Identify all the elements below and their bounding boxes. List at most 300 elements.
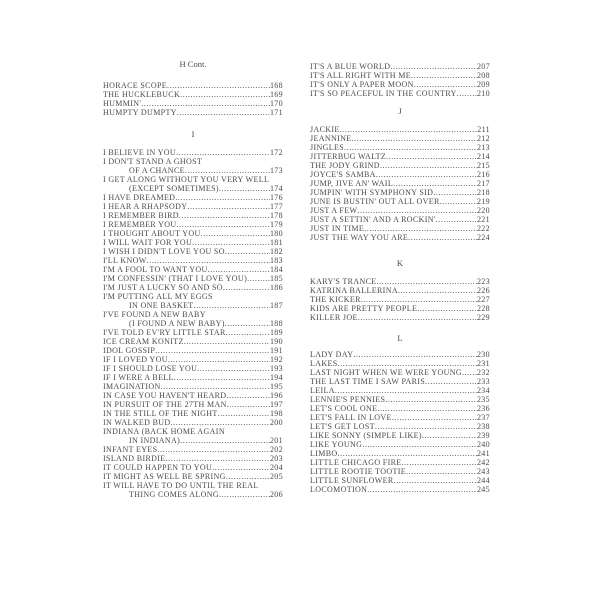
index-entry: [310, 377, 490, 386]
dot-leader: [386, 152, 477, 161]
entry-title: JUNE IS BUSTIN' OUT ALL OVER: [310, 197, 440, 206]
dot-leader: [219, 184, 270, 193]
entry-title: LITTLE SUNFLOWER: [310, 476, 394, 485]
entry-title: LIKE YOUNG: [310, 440, 363, 449]
dot-leader: [414, 80, 477, 89]
entry-page: 198: [269, 409, 283, 418]
entry-title-continued: (I FOUND A NEW BABY): [129, 319, 225, 328]
entry-page: 241: [476, 449, 490, 458]
index-entry: [103, 211, 283, 220]
dot-leader: [376, 170, 477, 179]
entry-title: IT COULD HAPPEN TO YOU: [103, 463, 213, 472]
index-list: [103, 148, 283, 499]
entry-title: JOYCE'S SAMBA: [310, 170, 376, 179]
dot-leader: [161, 382, 270, 391]
entry-page: 232: [476, 368, 490, 377]
entry-title: IT'S ALL RIGHT WITH ME: [310, 71, 411, 80]
index-entry: [103, 454, 283, 463]
entry-page: 183: [269, 256, 283, 265]
entry-page: 185: [269, 274, 283, 283]
dot-leader: [192, 238, 270, 247]
index-list: [310, 125, 490, 242]
entry-title: JUMP, JIVE AN' WAIL: [310, 179, 394, 188]
dot-leader: [462, 368, 477, 377]
entry-page: 184: [269, 265, 283, 274]
entry-page: 193: [269, 364, 283, 373]
entry-page: 197: [269, 400, 283, 409]
entry-title: I'LL KNOW: [103, 256, 147, 265]
entry-title: LET'S GET LOST: [310, 422, 375, 431]
index-entry: [310, 80, 490, 89]
entry-title-continued: OF A CHANCE: [129, 166, 185, 175]
dot-leader: [377, 404, 477, 413]
entry-page: 201: [269, 436, 283, 445]
entry-page: 178: [269, 211, 283, 220]
entry-title: I BELIEVE IN YOU: [103, 148, 177, 157]
index-entry: [310, 134, 490, 143]
dot-leader: [194, 301, 270, 310]
index-entry: [103, 256, 283, 265]
index-entry: [103, 220, 283, 229]
entry-title: I'VE FOUND A NEW BABY: [103, 310, 206, 319]
index-entry: [310, 277, 490, 286]
entry-page: 206: [269, 490, 283, 499]
entry-page: 217: [476, 179, 490, 188]
dot-leader: [168, 355, 270, 364]
entry-title: THE HUCKLEBUCK: [103, 90, 181, 99]
dot-leader: [417, 304, 477, 313]
entry-title: ISLAND BIRDIE: [103, 454, 166, 463]
entry-page: 208: [476, 71, 490, 80]
index-entry: [310, 404, 490, 413]
index-entry: [310, 286, 490, 295]
entry-page: 234: [476, 386, 490, 395]
entry-title: LET'S FALL IN LOVE: [310, 413, 392, 422]
index-entry: [103, 90, 283, 99]
entry-page: 170: [269, 99, 283, 108]
entry-page: 212: [476, 134, 490, 143]
dot-leader: [398, 286, 477, 295]
entry-page: 174: [269, 184, 283, 193]
entry-page: 230: [476, 350, 490, 359]
entry-page: 229: [476, 313, 490, 322]
dot-leader: [406, 467, 477, 476]
dot-leader: [223, 283, 270, 292]
entry-title: IMAGINATION: [103, 382, 161, 391]
dot-leader: [380, 161, 477, 170]
entry-page: 181: [269, 238, 283, 247]
entry-title: IT'S A BLUE WORLD: [310, 62, 391, 71]
index-entry: [310, 170, 490, 179]
dot-leader: [357, 206, 477, 215]
dot-leader: [177, 108, 270, 117]
index-entry: [310, 304, 490, 313]
entry-page: 242: [476, 458, 490, 467]
index-entry-line: [103, 175, 283, 184]
entry-page: 177: [269, 202, 283, 211]
index-entry: [310, 413, 490, 422]
entry-title-continued: (EXCEPT SOMETIMES): [129, 184, 219, 193]
entry-title: LAST NIGHT WHEN WE WERE YOUNG: [310, 368, 462, 377]
entry-page: 171: [269, 108, 283, 117]
section-heading: J: [398, 106, 402, 116]
entry-title: INDIANA (BACK HOME AGAIN: [103, 427, 225, 436]
index-entry: [103, 373, 283, 382]
entry-page: 205: [269, 472, 283, 481]
index-entry: [103, 445, 283, 454]
index-entry: [103, 238, 283, 247]
dot-leader: [394, 476, 477, 485]
dot-leader: [390, 62, 477, 71]
dot-leader: [226, 328, 270, 337]
entry-title: I REMEMBER YOU: [103, 220, 177, 229]
entry-title: THE KICKER: [310, 295, 361, 304]
index-entry: [103, 283, 283, 292]
entry-title: IT MIGHT AS WELL BE SPRING: [103, 472, 226, 481]
entry-page: 231: [476, 359, 490, 368]
entry-title-continued: IN ONE BASKET: [129, 301, 194, 310]
entry-page: 195: [269, 382, 283, 391]
dot-leader: [362, 440, 477, 449]
entry-title: I WISH I DIDN'T LOVE YOU SO: [103, 247, 225, 256]
index-entry: [103, 193, 283, 202]
index-entry: [103, 355, 283, 364]
entry-title: LET'S COOL ONE: [310, 404, 378, 413]
entry-title: JUMPIN' WITH SYMPHONY SID: [310, 188, 434, 197]
index-entry: [310, 179, 490, 188]
entry-title: IT WILL HAVE TO DO UNTIL THE REAL: [103, 481, 259, 490]
index-entry: [103, 409, 283, 418]
entry-title: LIMBO: [310, 449, 338, 458]
index-entry: [310, 233, 490, 242]
dot-leader: [166, 454, 270, 463]
index-entry-line: [103, 310, 283, 319]
entry-title-continued: IN INDIANA): [129, 436, 181, 445]
entry-title: IN WALKED BUD: [103, 418, 171, 427]
entry-page: 239: [476, 431, 490, 440]
entry-page: 219: [476, 197, 490, 206]
entry-title: LEILA: [310, 386, 335, 395]
entry-page: 168: [269, 81, 283, 90]
dot-leader: [375, 422, 477, 431]
entry-title: LOCOMOTION: [310, 485, 368, 494]
entry-title: ICE CREAM KONITZ: [103, 337, 184, 346]
entry-page: 235: [476, 395, 490, 404]
index-entry: [103, 472, 283, 481]
index-entry: [310, 215, 490, 224]
entry-page: 209: [476, 80, 490, 89]
entry-page: 222: [476, 224, 490, 233]
entry-page: 173: [269, 166, 283, 175]
entry-title: THE LAST TIME I SAW PARIS: [310, 377, 426, 386]
index-entry: [310, 161, 490, 170]
dot-leader: [201, 229, 270, 238]
index-entry: [310, 125, 490, 134]
index-entry: [310, 359, 490, 368]
entry-title: I'M CONFESSIN' (THAT I LOVE YOU): [103, 274, 248, 283]
entry-title: JUST IN TIME: [310, 224, 365, 233]
index-entry: [310, 422, 490, 431]
index-entry: [310, 71, 490, 80]
entry-page: 245: [476, 485, 490, 494]
entry-page: 187: [269, 301, 283, 310]
index-entry-line: [103, 292, 283, 301]
dot-leader: [225, 247, 270, 256]
index-entry: [310, 197, 490, 206]
entry-page: 227: [476, 295, 490, 304]
dot-leader: [344, 143, 477, 152]
dot-leader: [367, 485, 477, 494]
dot-leader: [377, 277, 477, 286]
entry-page: 236: [476, 404, 490, 413]
entry-title: LENNIE'S PENNIES: [310, 395, 386, 404]
entry-page: 182: [269, 247, 283, 256]
entry-title: KILLER JOE: [310, 313, 358, 322]
dot-leader: [155, 346, 270, 355]
index-entry: [310, 431, 490, 440]
entry-page: 207: [476, 62, 490, 71]
dot-leader: [176, 148, 270, 157]
dot-leader: [141, 99, 270, 108]
entry-title: IF I LOVED YOU: [103, 355, 168, 364]
index-entry: [310, 152, 490, 161]
entry-page: 176: [269, 193, 283, 202]
dot-leader: [338, 359, 477, 368]
index-entry: [103, 265, 283, 274]
dot-leader: [180, 90, 270, 99]
index-list: [310, 277, 490, 322]
dot-leader: [353, 350, 477, 359]
entry-page: 169: [269, 90, 283, 99]
dot-leader: [225, 319, 270, 328]
index-entry: [310, 467, 490, 476]
index-entry-line: [103, 157, 283, 166]
entry-title-continued: THING COMES ALONG: [129, 490, 219, 499]
index-entry: [103, 319, 283, 328]
index-entry: [310, 62, 490, 71]
entry-title: I WILL WAIT FOR YOU: [103, 238, 193, 247]
entry-page: 211: [477, 125, 490, 134]
index-entry: [103, 337, 283, 346]
entry-page: 172: [269, 148, 283, 157]
index-entry: [103, 148, 283, 157]
dot-leader: [227, 400, 270, 409]
entry-page: 216: [476, 170, 490, 179]
entry-page: 202: [269, 445, 283, 454]
index-entry: [103, 274, 283, 283]
index-entry: [103, 184, 283, 193]
index-entry: [103, 346, 283, 355]
dot-leader: [179, 211, 270, 220]
entry-title: I HEAR A RHAPSODY: [103, 202, 188, 211]
index-list: [103, 81, 283, 117]
index-entry: [103, 99, 283, 108]
entry-page: 226: [476, 286, 490, 295]
dot-leader: [392, 413, 477, 422]
entry-title: IN PURSUIT OF THE 27TH MAN: [103, 400, 227, 409]
index-entry: [310, 143, 490, 152]
entry-title: JACKIE: [310, 125, 340, 134]
dot-leader: [184, 337, 270, 346]
entry-title: I HAVE DREAMED: [103, 193, 176, 202]
dot-leader: [197, 364, 270, 373]
entry-title: IF I WERE A BELL: [103, 373, 174, 382]
dot-leader: [212, 463, 270, 472]
entry-title: LITTLE ROOTIE TOOTIE: [310, 467, 407, 476]
entry-page: 186: [269, 283, 283, 292]
index-entry: [103, 436, 283, 445]
entry-page: 191: [269, 346, 283, 355]
index-entry: [310, 476, 490, 485]
index-entry: [103, 463, 283, 472]
entry-title: I THOUGHT ABOUT YOU: [103, 229, 201, 238]
index-entry: [103, 364, 283, 373]
dot-leader: [422, 431, 477, 440]
dot-leader: [358, 313, 477, 322]
entry-title: HORACE SCOPE: [103, 81, 167, 90]
dot-leader: [177, 220, 270, 229]
entry-title: JUST THE WAY YOU ARE: [310, 233, 409, 242]
entry-title: I'M JUST A LUCKY SO AND SO: [103, 283, 223, 292]
dot-leader: [408, 233, 477, 242]
entry-title: THE JODY GRIND: [310, 161, 380, 170]
dot-leader: [335, 386, 477, 395]
entry-page: 180: [269, 229, 283, 238]
dot-leader: [187, 202, 270, 211]
entry-page: 188: [269, 319, 283, 328]
index-entry: [310, 89, 490, 98]
entry-title: IN THE STILL OF THE NIGHT: [103, 409, 218, 418]
entry-title: INFANT EYES: [103, 445, 158, 454]
dot-leader: [226, 391, 270, 400]
dot-leader: [361, 295, 477, 304]
entry-title: IT'S SO PEACEFUL IN THE COUNTRY: [310, 89, 457, 98]
dot-leader: [433, 188, 477, 197]
entry-page: 238: [476, 422, 490, 431]
index-entry: [103, 301, 283, 310]
section-heading: H Cont.: [179, 59, 207, 69]
dot-leader: [385, 395, 477, 404]
index-entry: [310, 350, 490, 359]
entry-page: 244: [476, 476, 490, 485]
dot-leader: [436, 215, 477, 224]
entry-page: 204: [269, 463, 283, 472]
entry-page: 223: [476, 277, 490, 286]
dot-leader: [364, 224, 477, 233]
index-entry: [310, 485, 490, 494]
entry-title: KATRINA BALLERINA: [310, 286, 398, 295]
entry-title: JUST A SETTIN' AND A ROCKIN': [310, 215, 436, 224]
index-entry: [103, 382, 283, 391]
entry-page: 243: [476, 467, 490, 476]
entry-page: 213: [476, 143, 490, 152]
entry-page: 220: [476, 206, 490, 215]
dot-leader: [218, 409, 270, 418]
dot-leader: [340, 125, 478, 134]
entry-title: IN CASE YOU HAVEN'T HEARD: [103, 391, 227, 400]
entry-title: IF I SHOULD LOSE YOU: [103, 364, 198, 373]
dot-leader: [147, 256, 270, 265]
index-entry: [310, 313, 490, 322]
index-entry: [103, 108, 283, 117]
dot-leader: [180, 436, 270, 445]
entry-page: 218: [476, 188, 490, 197]
entry-title: LIKE SONNY (SIMPLE LIKE): [310, 431, 422, 440]
dot-leader: [208, 265, 270, 274]
entry-title: LITTLE CHICAGO FIRE: [310, 458, 402, 467]
entry-page: 214: [476, 152, 490, 161]
section-heading: L: [397, 333, 403, 343]
entry-page: 190: [269, 337, 283, 346]
index-entry: [103, 229, 283, 238]
index-entry: [310, 458, 490, 467]
dot-leader: [440, 197, 477, 206]
entry-title: JUST A FEW: [310, 206, 358, 215]
entry-page: 179: [269, 220, 283, 229]
index-entry-line: [103, 481, 283, 490]
index-entry: [310, 188, 490, 197]
dot-leader: [247, 274, 270, 283]
entry-title: KARY'S TRANCE: [310, 277, 377, 286]
index-entry: [103, 202, 283, 211]
entry-page: 233: [476, 377, 490, 386]
entry-title: LAKES: [310, 359, 338, 368]
entry-page: 237: [476, 413, 490, 422]
entry-page: 210: [476, 89, 490, 98]
entry-title: HUMMIN': [103, 99, 142, 108]
dot-leader: [425, 377, 477, 386]
index-entry: [310, 368, 490, 377]
entry-title: KIDS ARE PRETTY PEOPLE: [310, 304, 418, 313]
entry-page: 200: [269, 418, 283, 427]
entry-title: LADY DAY: [310, 350, 354, 359]
entry-page: 215: [476, 161, 490, 170]
dot-leader: [219, 490, 270, 499]
entry-page: 192: [269, 355, 283, 364]
entry-title: JINGLES: [310, 143, 345, 152]
dot-leader: [226, 472, 270, 481]
index-entry: [310, 224, 490, 233]
entry-page: 203: [269, 454, 283, 463]
dot-leader: [157, 445, 269, 454]
index-entry: [103, 418, 283, 427]
index-entry: [103, 328, 283, 337]
entry-page: 189: [269, 328, 283, 337]
index-entry: [310, 395, 490, 404]
entry-title: JEANNINE: [310, 134, 352, 143]
index-entry: [103, 490, 283, 499]
index-entry: [310, 449, 490, 458]
entry-title: HUMPTY DUMPTY: [103, 108, 177, 117]
index-entry: [103, 166, 283, 175]
dot-leader: [351, 134, 476, 143]
entry-page: 221: [476, 215, 490, 224]
entry-title: I DON'T STAND A GHOST: [103, 157, 203, 166]
dot-leader: [402, 458, 477, 467]
dot-leader: [171, 418, 270, 427]
index-entry-line: [103, 427, 283, 436]
section-heading: K: [396, 258, 404, 268]
dot-leader: [174, 373, 270, 382]
entry-title: IT'S ONLY A PAPER MOON: [310, 80, 414, 89]
entry-page: 194: [269, 373, 283, 382]
entry-page: 240: [476, 440, 490, 449]
index-entry: [310, 206, 490, 215]
index-entry: [103, 81, 283, 90]
index-entry: [310, 295, 490, 304]
entry-title: I'VE TOLD EV'RY LITTLE STAR: [103, 328, 226, 337]
dot-leader: [185, 166, 270, 175]
